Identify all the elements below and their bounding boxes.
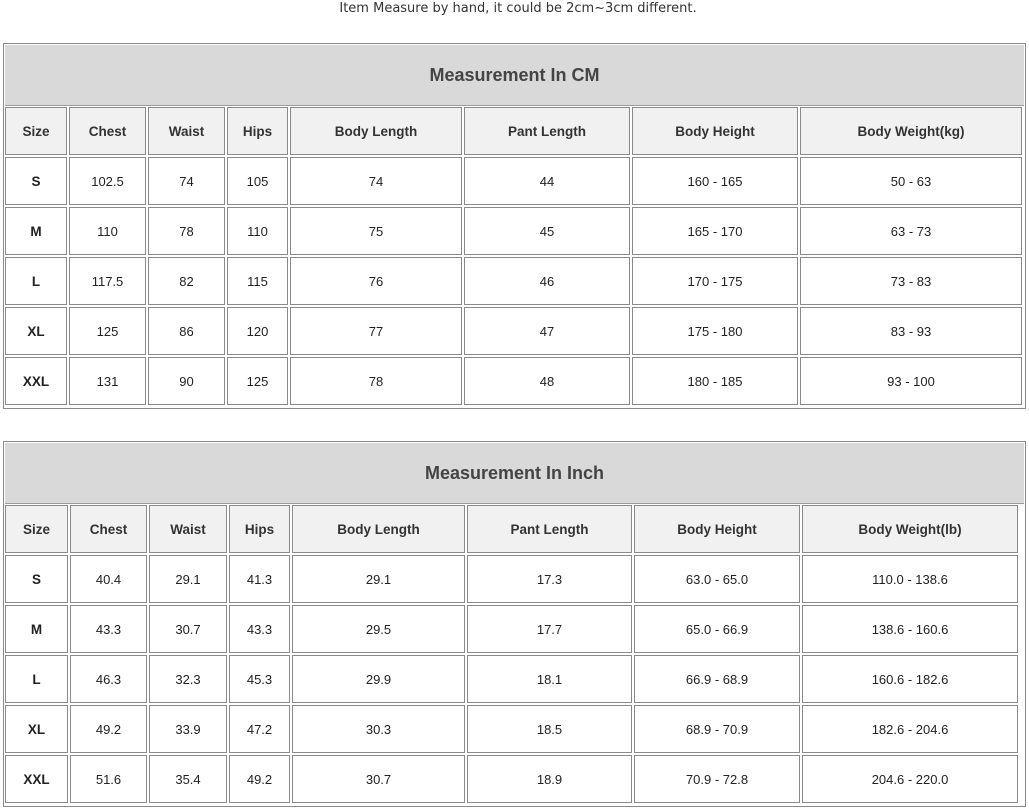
- table-cell-cm: 46: [464, 257, 630, 305]
- table-cell-cm: 105: [227, 157, 288, 205]
- column-header-cm: Body Length: [290, 107, 462, 155]
- table-cell-inch: 17.3: [467, 555, 632, 603]
- table-cell-cm: 93 - 100: [800, 357, 1022, 405]
- table-cell-inch: 30.7: [292, 755, 465, 803]
- table-cell-inch: 18.1: [467, 655, 632, 703]
- table-cell-cm: 77: [290, 307, 462, 355]
- table-cell-inch: 33.9: [149, 705, 227, 753]
- table-cell-inch: 70.9 - 72.8: [634, 755, 800, 803]
- column-header-cm: Pant Length: [464, 107, 630, 155]
- table-cell-inch: 18.9: [467, 755, 632, 803]
- table-cell-inch: 68.9 - 70.9: [634, 705, 800, 753]
- table-cell-inch: 18.5: [467, 705, 632, 753]
- table-cell-cm: 78: [148, 207, 225, 255]
- size-label-inch: XXL: [5, 755, 68, 803]
- table-cell-inch: 29.5: [292, 605, 465, 653]
- table-cell-inch: 138.6 - 160.6: [802, 605, 1018, 653]
- size-table-inch: [3, 441, 1026, 807]
- table-cell-inch: 51.6: [70, 755, 147, 803]
- table-cell-cm: 117.5: [69, 257, 146, 305]
- table-cell-inch: 29.9: [292, 655, 465, 703]
- table-cell-cm: 125: [227, 357, 288, 405]
- table-cell-inch: 49.2: [229, 755, 290, 803]
- table-cell-inch: 30.3: [292, 705, 465, 753]
- table-cell-cm: 78: [290, 357, 462, 405]
- table-cell-cm: 73 - 83: [800, 257, 1022, 305]
- table-cell-cm: 74: [290, 157, 462, 205]
- table-cell-inch: 29.1: [149, 555, 227, 603]
- size-label-cm: XL: [5, 307, 67, 355]
- table-cell-cm: 47: [464, 307, 630, 355]
- table-cell-cm: 160 - 165: [632, 157, 798, 205]
- table-cell-cm: 131: [69, 357, 146, 405]
- table-cell-inch: 29.1: [292, 555, 465, 603]
- column-header-cm: Waist: [148, 107, 225, 155]
- table-cell-inch: 35.4: [149, 755, 227, 803]
- table-cell-cm: 44: [464, 157, 630, 205]
- table-cell-inch: 182.6 - 204.6: [802, 705, 1018, 753]
- table-cell-inch: 49.2: [70, 705, 147, 753]
- table-cell-cm: 120: [227, 307, 288, 355]
- table-cell-cm: 75: [290, 207, 462, 255]
- column-header-cm: Body Weight(kg): [800, 107, 1022, 155]
- table-cell-cm: 175 - 180: [632, 307, 798, 355]
- table-cell-inch: 43.3: [70, 605, 147, 653]
- table-cell-cm: 110: [69, 207, 146, 255]
- column-header-cm: Body Height: [632, 107, 798, 155]
- column-header-inch: Body Height: [634, 505, 800, 553]
- column-header-inch: Waist: [149, 505, 227, 553]
- table-cell-cm: 83 - 93: [800, 307, 1022, 355]
- column-header-inch: Chest: [70, 505, 147, 553]
- column-header-inch: Pant Length: [467, 505, 632, 553]
- table-cell-inch: 32.3: [149, 655, 227, 703]
- table-cell-inch: 17.7: [467, 605, 632, 653]
- table-cell-cm: 86: [148, 307, 225, 355]
- table-title-inch: Measurement In Inch: [5, 443, 1024, 504]
- table-cell-inch: 65.0 - 66.9: [634, 605, 800, 653]
- size-label-inch: M: [5, 605, 68, 653]
- table-cell-inch: 47.2: [229, 705, 290, 753]
- table-cell-inch: 30.7: [149, 605, 227, 653]
- column-header-inch: Size: [5, 505, 68, 553]
- table-cell-cm: 63 - 73: [800, 207, 1022, 255]
- table-cell-cm: 82: [148, 257, 225, 305]
- table-cell-cm: 180 - 185: [632, 357, 798, 405]
- size-label-cm: L: [5, 257, 67, 305]
- column-header-cm: Hips: [227, 107, 288, 155]
- table-grid-inch: [4, 505, 1025, 804]
- measurement-note: Item Measure by hand, it could be 2cm~3cm different.: [339, 1, 697, 16]
- size-label-inch: L: [5, 655, 68, 703]
- size-label-inch: XL: [5, 705, 68, 753]
- table-cell-cm: 102.5: [69, 157, 146, 205]
- table-grid-cm: [4, 107, 1025, 406]
- column-header-cm: Chest: [69, 107, 146, 155]
- size-label-cm: M: [5, 207, 67, 255]
- table-cell-inch: 45.3: [229, 655, 290, 703]
- size-table-cm: [3, 43, 1026, 409]
- table-cell-cm: 76: [290, 257, 462, 305]
- table-cell-inch: 40.4: [70, 555, 147, 603]
- table-cell-inch: 43.3: [229, 605, 290, 653]
- table-cell-cm: 110: [227, 207, 288, 255]
- table-cell-cm: 90: [148, 357, 225, 405]
- table-cell-cm: 50 - 63: [800, 157, 1022, 205]
- table-cell-inch: 204.6 - 220.0: [802, 755, 1018, 803]
- table-cell-cm: 48: [464, 357, 630, 405]
- size-label-cm: S: [5, 157, 67, 205]
- table-cell-inch: 110.0 - 138.6: [802, 555, 1018, 603]
- table-cell-cm: 125: [69, 307, 146, 355]
- column-header-inch: Body Weight(lb): [802, 505, 1018, 553]
- table-cell-cm: 45: [464, 207, 630, 255]
- size-label-cm: XXL: [5, 357, 67, 405]
- table-cell-cm: 115: [227, 257, 288, 305]
- table-cell-inch: 46.3: [70, 655, 147, 703]
- table-cell-inch: 160.6 - 182.6: [802, 655, 1018, 703]
- table-title-cm: Measurement In CM: [5, 45, 1024, 106]
- column-header-inch: Hips: [229, 505, 290, 553]
- table-cell-cm: 165 - 170: [632, 207, 798, 255]
- table-cell-cm: 74: [148, 157, 225, 205]
- table-cell-inch: 66.9 - 68.9: [634, 655, 800, 703]
- size-label-inch: S: [5, 555, 68, 603]
- table-cell-cm: 170 - 175: [632, 257, 798, 305]
- table-cell-inch: 63.0 - 65.0: [634, 555, 800, 603]
- column-header-cm: Size: [5, 107, 67, 155]
- table-cell-inch: 41.3: [229, 555, 290, 603]
- column-header-inch: Body Length: [292, 505, 465, 553]
